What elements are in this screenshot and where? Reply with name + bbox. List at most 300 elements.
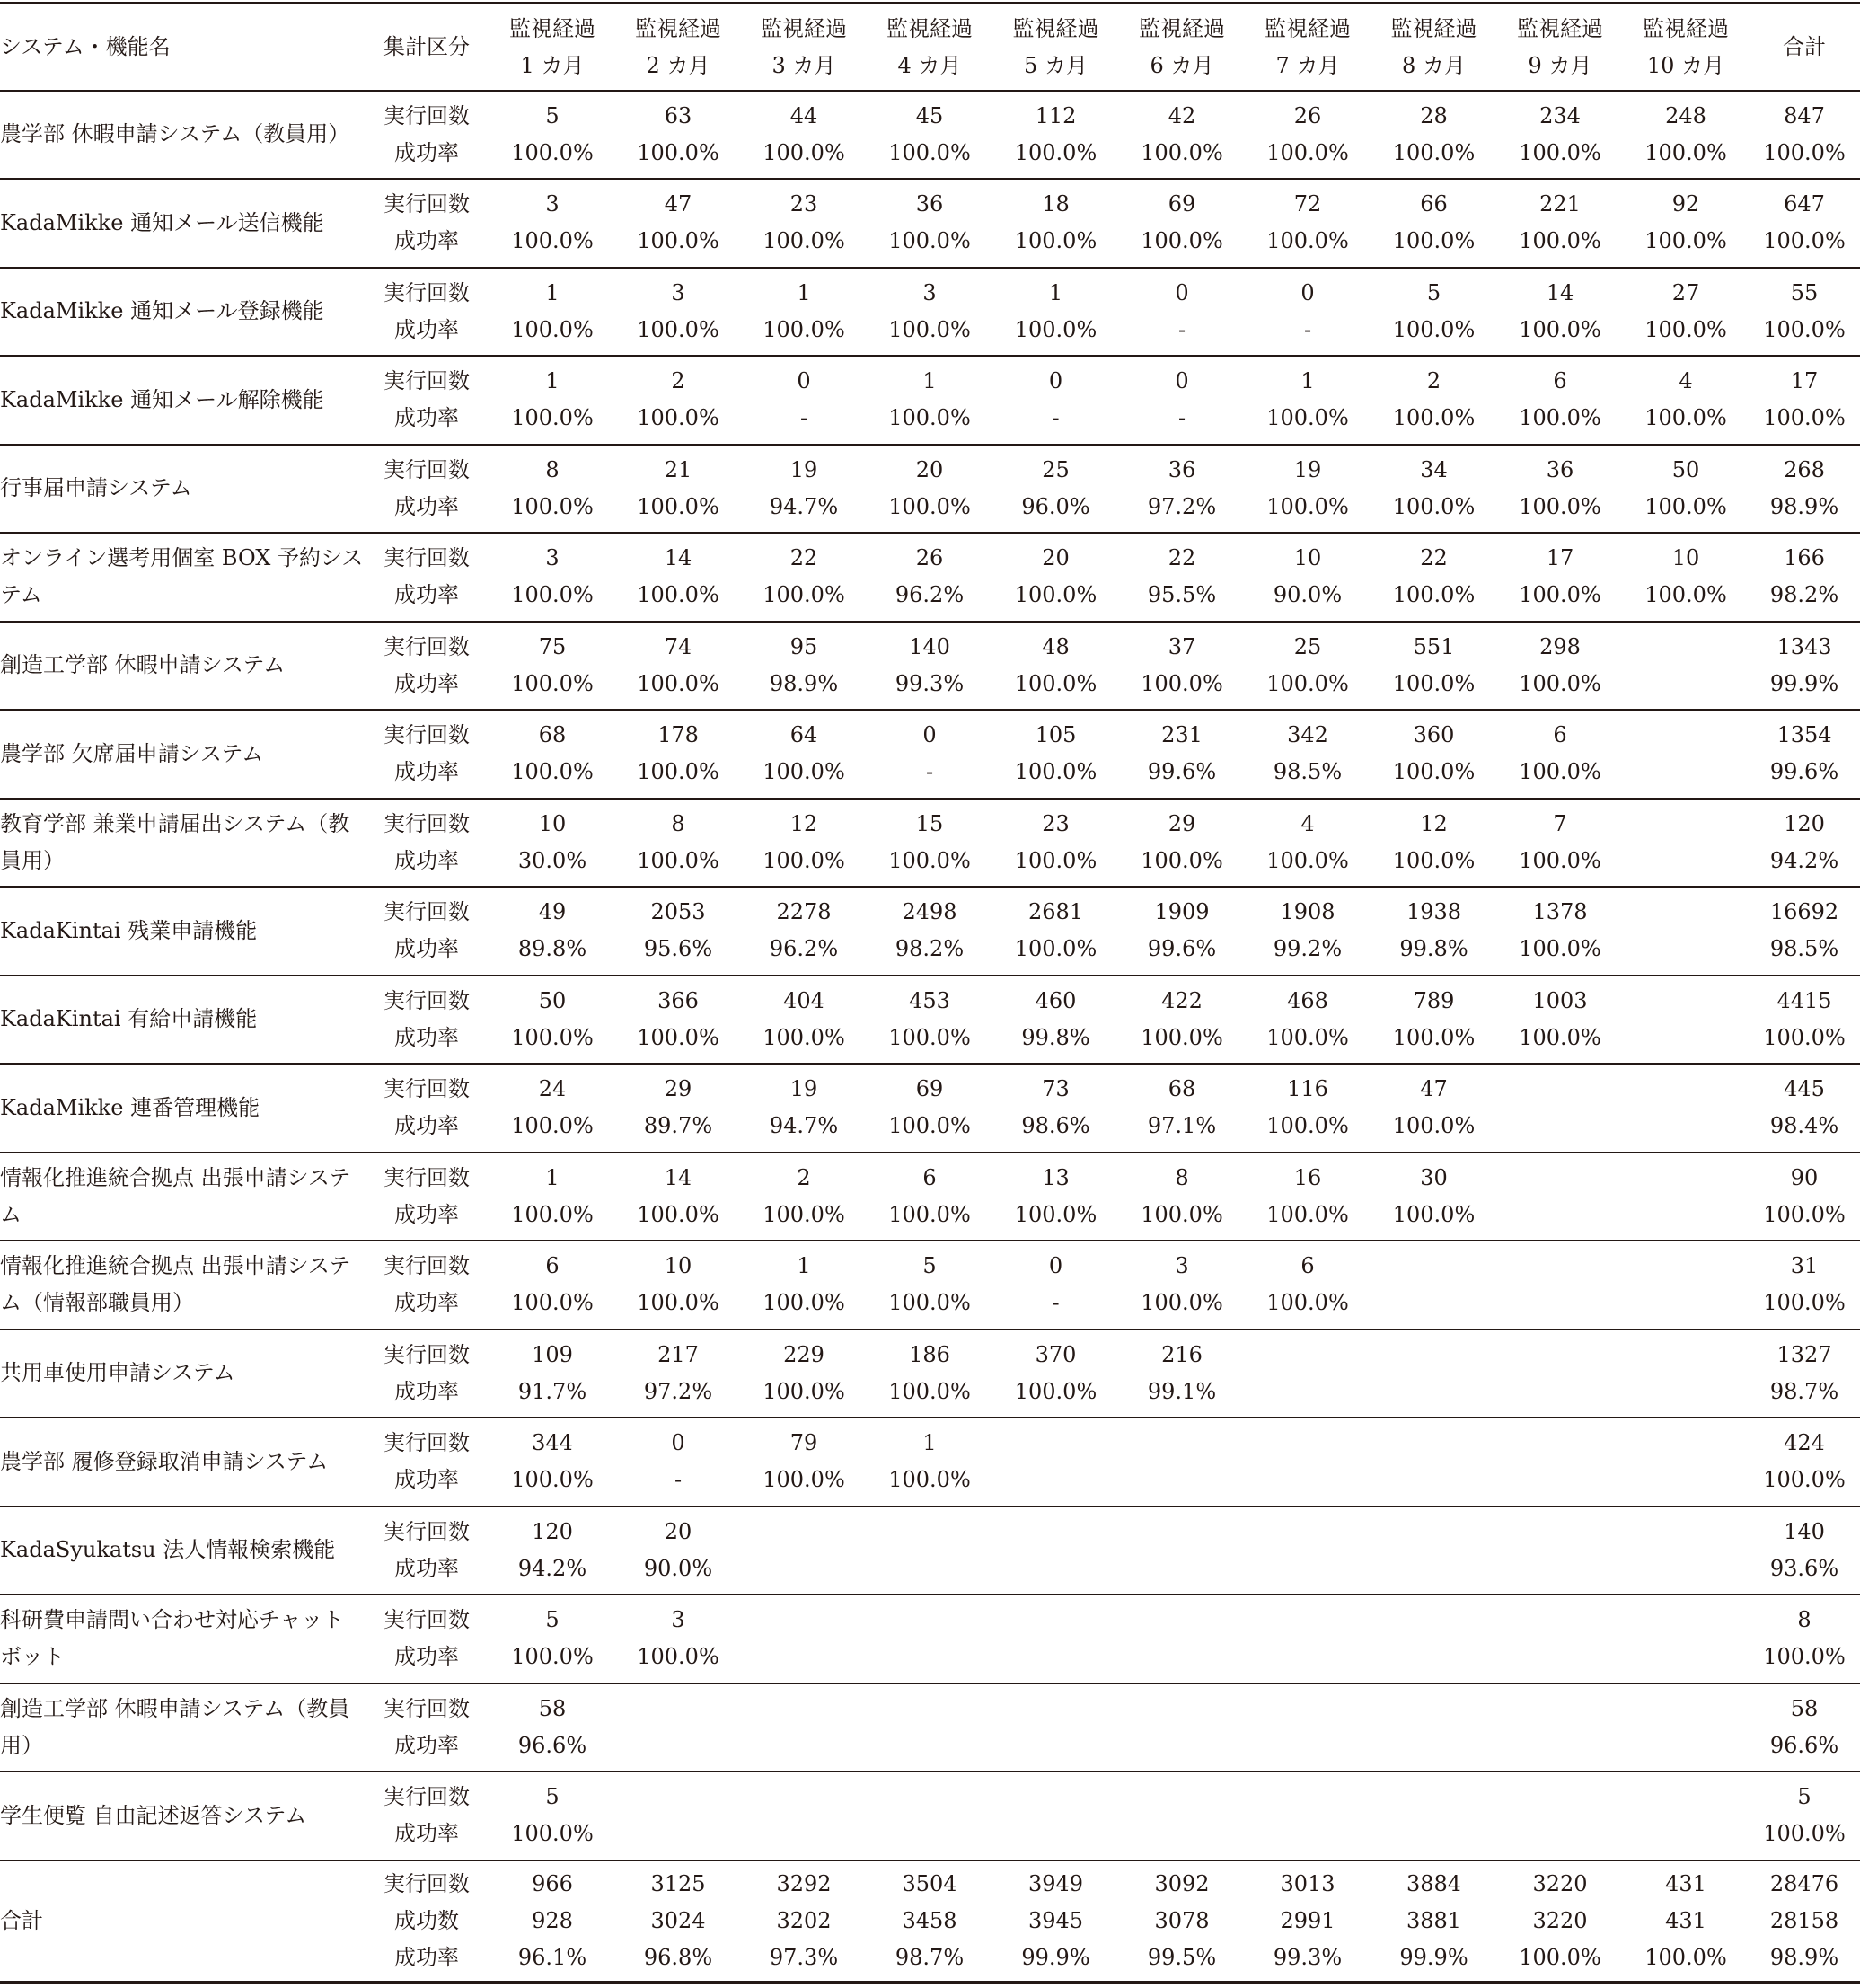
month-cell [615,356,741,445]
month-cell [1245,1241,1371,1330]
month-cell [1623,91,1749,180]
runs-value: 5 [922,1253,937,1279]
month-cell [1497,887,1623,976]
runs-value: 75 [538,633,567,659]
month-cell [615,1064,741,1153]
month-cell [867,91,992,180]
rate-value: 100.0% [763,1024,845,1050]
month-cell [1245,445,1371,534]
rate-value [1623,1462,1749,1498]
rate-value [1623,1816,1749,1852]
rate-value [1623,1374,1749,1410]
runs-value: 1908 [1280,899,1335,925]
month-cell [741,622,867,711]
runs-value: 6 [922,1164,937,1190]
rate-value: - [1052,405,1060,431]
runs-value: 22 [1420,545,1448,571]
rate-value: 100.0% [637,582,719,608]
runs-value: 234 [1539,102,1581,128]
runs-value: 966 [532,1870,573,1896]
runs-value: 27 [1671,279,1700,305]
category-cell [364,91,489,180]
month-cell [489,1330,615,1418]
rate-value: 100.0% [1392,1201,1476,1227]
category-cell [364,1860,489,1983]
runs-value [1497,1248,1623,1285]
rate-value: 100.0% [1266,1024,1349,1050]
month-cell [489,1772,615,1860]
month-cell [615,445,741,534]
runs-value [1371,1514,1497,1551]
month-cell [489,1595,615,1683]
runs-total-value: 1343 [1776,633,1832,659]
runs-value: 789 [1413,987,1455,1013]
runs-value: 7 [1553,810,1567,836]
row-total-cell [1749,1418,1860,1506]
month-cell [867,1683,992,1772]
rate-value: 100.0% [1644,1944,1727,1970]
table-row [0,533,1860,622]
runs-value [867,1514,992,1551]
runs-value [1371,1691,1497,1727]
month-cell [1623,1418,1749,1506]
rate-total-value: 93.6% [1769,1555,1839,1581]
runs-value: 3 [671,279,685,305]
month-cell [1371,533,1497,622]
month-cell [992,533,1119,622]
month-cell [1497,1595,1623,1683]
rate-value: 100.0% [511,139,594,165]
runs-value: 1938 [1406,899,1462,925]
rate-value: 100.0% [763,582,845,608]
month-cell [1245,268,1371,357]
rate-value [1371,1551,1497,1587]
runs-value [1623,1602,1749,1639]
month-cell [615,1506,741,1595]
rate-value [1497,1285,1623,1321]
row-total-cell [1749,445,1860,534]
header-month-label: 監視経過 [1265,16,1351,42]
metric-rate-label: 成功率 [394,493,459,519]
month-cell [1245,887,1371,976]
header-month-period: 6 カ月 [1150,53,1214,79]
month-cell [1119,1418,1245,1506]
header-month-period: 8 カ月 [1402,53,1466,79]
month-cell [1371,356,1497,445]
table-row [0,1153,1860,1241]
rate-value [1371,1462,1497,1498]
rate-value [992,1816,1119,1852]
runs-value [1623,1691,1749,1727]
runs-value: 5 [545,102,560,128]
runs-value: 3 [545,191,560,217]
metric-rate-label: 成功率 [394,670,459,696]
runs-value [1119,1514,1245,1551]
runs-value: 6 [545,1253,560,1279]
system-name: 科研費申請問い合わせ対応チャットボット [0,1607,345,1670]
month-cell [1623,1153,1749,1241]
metric-rate-label: 成功率 [394,405,459,431]
rate-value: 98.2% [895,936,965,962]
rate-value: 96.0% [1021,493,1090,519]
row-total-cell [1749,533,1860,622]
month-cell [992,1418,1119,1506]
rate-value: 100.0% [511,493,594,519]
runs-value [741,1691,867,1727]
month-cell [1245,533,1371,622]
runs-value: 20 [664,1518,692,1544]
runs-value: 360 [1413,722,1455,748]
month-cell [615,976,741,1065]
rate-value: 100.0% [637,1290,719,1316]
month-cell [867,533,992,622]
rate-value: 90.0% [643,1555,713,1581]
rate-value [1497,1639,1623,1675]
month-cell [992,1241,1119,1330]
runs-total-value: 17 [1790,368,1819,394]
month-cell [992,179,1119,268]
category-cell [364,1683,489,1772]
category-cell [364,1153,489,1241]
month-cell [615,1860,741,1983]
runs-value [1623,1071,1749,1108]
rate-value: 95.6% [643,936,713,962]
rate-value: 100.0% [1519,316,1601,342]
month-cell [741,1153,867,1241]
month-cell [1623,1064,1749,1153]
rate-total-value: 100.0% [1763,1201,1846,1227]
month-cell [1623,622,1749,711]
month-cell [1371,1860,1497,1983]
rate-value [1623,1108,1749,1144]
rate-value: 100.0% [1392,228,1476,254]
success-value: 3945 [1027,1907,1084,1933]
rate-value: 100.0% [1014,1201,1097,1227]
rate-value: 100.0% [888,228,971,254]
metric-runs-label: 実行回数 [383,279,470,305]
rate-value [1371,1727,1497,1764]
month-cell [615,1330,741,1418]
system-name: KadaMikke 通知メール送信機能 [0,209,324,235]
runs-value: 3 [1175,1253,1189,1279]
header-month-period: 4 カ月 [897,53,962,79]
rate-value [1245,1816,1371,1852]
rate-value: 100.0% [1519,139,1601,165]
month-cell [867,179,992,268]
runs-value: 342 [1287,722,1328,748]
runs-value: 2278 [776,899,832,925]
header-month-label: 監視経過 [1139,16,1225,42]
runs-total-value: 140 [1784,1518,1825,1544]
metric-runs-label: 実行回数 [383,368,470,394]
row-total-cell [1749,1153,1860,1241]
rate-value: 96.8% [643,1944,713,1970]
rate-value [1497,1108,1623,1144]
rate-total-value: 98.2% [1769,582,1839,608]
runs-value [1623,1337,1749,1374]
row-total-cell [1749,179,1860,268]
rate-value: 100.0% [1266,405,1349,431]
runs-value: 3220 [1532,1870,1588,1896]
rate-value: 100.0% [637,1024,719,1050]
rate-total-value: 99.6% [1769,759,1839,785]
grand-total-row [0,1860,1860,1983]
runs-value: 25 [1042,456,1070,482]
runs-value: 10 [538,810,567,836]
rate-value: 100.0% [1141,228,1223,254]
row-total-cell [1749,1772,1860,1860]
month-cell [1119,976,1245,1065]
rate-value: - [925,759,934,785]
header-total: 合計 [1783,34,1826,60]
rate-value: 100.0% [637,1644,719,1670]
table-row [0,268,1860,357]
runs-value: 66 [1420,191,1448,217]
runs-value: 64 [789,722,818,748]
rate-value [1371,1816,1497,1852]
header-month-period: 2 カ月 [646,53,710,79]
runs-value: 45 [915,102,944,128]
runs-value: 422 [1161,987,1203,1013]
runs-value [1623,1425,1749,1462]
month-cell [867,1506,992,1595]
rate-total-value: 99.9% [1769,670,1839,696]
month-cell [741,356,867,445]
runs-value: 3884 [1406,1870,1462,1896]
success-value: 3458 [902,1907,957,1933]
rate-value [1623,843,1749,879]
rate-value [615,1727,741,1764]
runs-value: 10 [1293,545,1322,571]
rate-value [1371,1639,1497,1675]
rate-value: 100.0% [1141,139,1223,165]
rate-value: 100.0% [511,1201,594,1227]
runs-value [1623,1160,1749,1197]
runs-value [1497,1337,1623,1374]
rate-value [615,1816,741,1852]
runs-value: 15 [915,810,944,836]
month-cell [1119,1860,1245,1983]
month-cell [1623,1595,1749,1683]
header-month-9 [1497,4,1623,91]
month-cell [1623,179,1749,268]
metric-rate-label: 成功率 [394,582,459,608]
success-value: 3220 [1532,1907,1588,1933]
metric-runs-label: 実行回数 [383,1870,470,1896]
runs-value: 120 [532,1518,573,1544]
header-month-7 [1245,4,1371,91]
month-cell [1371,1153,1497,1241]
runs-total-value: 424 [1784,1430,1825,1456]
month-cell [1245,1683,1371,1772]
row-total-cell [1749,1330,1860,1418]
runs-value: 30 [1420,1164,1448,1190]
month-cell [741,1772,867,1860]
runs-value: 298 [1539,633,1581,659]
month-cell [1371,1241,1497,1330]
runs-value [1245,1337,1371,1374]
runs-value: 4 [1300,810,1315,836]
runs-value: 26 [915,545,944,571]
header-month-1 [489,4,615,91]
rate-value [741,1639,867,1675]
runs-value: 8 [545,456,560,482]
runs-value [992,1602,1119,1639]
runs-value: 370 [1035,1341,1077,1367]
runs-value: 22 [789,545,818,571]
runs-value: 217 [657,1341,699,1367]
month-cell [1623,976,1749,1065]
row-total-cell [1749,268,1860,357]
rate-value: 100.0% [1014,936,1097,962]
month-cell [741,710,867,799]
runs-value [867,1779,992,1816]
category-cell [364,179,489,268]
runs-value: 3 [671,1607,685,1633]
month-cell [1119,179,1245,268]
rate-value [1623,1727,1749,1764]
runs-value: 5 [1426,279,1441,305]
month-cell [1623,799,1749,888]
runs-total-value: 1354 [1776,722,1832,748]
runs-total-value: 120 [1784,810,1825,836]
month-cell [615,91,741,180]
month-cell [1497,1860,1623,1983]
runs-total-value: 55 [1790,279,1819,305]
month-cell [992,887,1119,976]
rate-value: 30.0% [517,847,587,873]
month-cell [1245,799,1371,888]
success-value: 3078 [1154,1907,1210,1933]
rate-value: 100.0% [763,316,845,342]
month-cell [615,887,741,976]
rate-value: - [799,405,808,431]
rate-value: 99.6% [1147,759,1217,785]
month-cell [615,1772,741,1860]
rate-value [1245,1727,1371,1764]
metric-runs-label: 実行回数 [383,1164,470,1190]
month-cell [992,622,1119,711]
runs-value: 19 [789,456,818,482]
rate-value: 100.0% [511,1644,594,1670]
rate-value: - [1303,316,1312,342]
runs-total-value: 8 [1797,1607,1812,1633]
runs-value [1497,1071,1623,1108]
runs-value [1119,1602,1245,1639]
header-month-label: 監視経過 [635,16,721,42]
runs-value: 19 [1293,456,1322,482]
runs-value: 0 [797,368,811,394]
runs-value [1623,1514,1749,1551]
month-cell [867,1860,992,1983]
runs-total-value: 647 [1784,191,1825,217]
row-total-cell [1749,356,1860,445]
runs-value: 112 [1035,102,1077,128]
month-cell [1245,1506,1371,1595]
table-header [0,4,1860,91]
runs-value: 0 [922,722,937,748]
table-row [0,710,1860,799]
runs-value: 3504 [902,1870,957,1896]
month-cell [1245,1064,1371,1153]
category-cell [364,1064,489,1153]
month-cell [992,1683,1119,1772]
rate-value: 99.3% [895,670,965,696]
rate-value: 99.9% [1399,1944,1468,1970]
month-cell [867,445,992,534]
category-cell [364,622,489,711]
month-cell [489,91,615,180]
runs-value: 1 [1048,279,1063,305]
runs-value [1245,1779,1371,1816]
month-cell [1623,1330,1749,1418]
system-name: 農学部 休暇申請システム（教員用） [0,121,350,147]
runs-total-value: 4415 [1776,987,1832,1013]
rate-total-value: 100.0% [1763,228,1846,254]
month-cell [1497,710,1623,799]
system-name: 農学部 履修登録取消申請システム [0,1448,329,1474]
category-cell [364,1330,489,1418]
rate-total-value: 100.0% [1763,1024,1846,1050]
month-cell [489,1860,615,1983]
runs-value: 95 [789,633,818,659]
month-cell [1119,1683,1245,1772]
rate-value [1623,1639,1749,1675]
rate-value [1497,1551,1623,1587]
runs-value: 18 [1042,191,1070,217]
rate-value: 100.0% [637,847,719,873]
runs-value: 216 [1161,1341,1203,1367]
month-cell [1497,445,1623,534]
rate-value: 100.0% [511,1113,594,1139]
rate-value: 100.0% [1519,759,1601,785]
header-month-period: 3 カ月 [771,53,836,79]
rate-value [1119,1639,1245,1675]
month-cell [489,445,615,534]
month-cell [741,1860,867,1983]
rate-value: 100.0% [637,228,719,254]
runs-value [867,1602,992,1639]
runs-value: 3 [545,545,560,571]
runs-value: 404 [783,987,824,1013]
month-cell [741,445,867,534]
rate-value: 100.0% [1392,405,1476,431]
month-cell [1497,179,1623,268]
month-cell [489,1683,615,1772]
runs-value: 48 [1042,633,1070,659]
rate-value [1245,1639,1371,1675]
month-cell [1119,533,1245,622]
month-cell [1371,1772,1497,1860]
runs-value: 1003 [1532,987,1588,1013]
rate-value: 100.0% [1014,316,1097,342]
runs-value [1623,1248,1749,1285]
metric-runs-label: 実行回数 [383,1430,470,1456]
month-cell [1119,268,1245,357]
rate-value: - [1177,316,1186,342]
month-cell [867,799,992,888]
rate-value: 100.0% [1392,582,1476,608]
rate-value: 100.0% [1014,1378,1097,1404]
month-cell [615,179,741,268]
month-cell [867,1153,992,1241]
rate-value: 100.0% [1519,1944,1601,1970]
runs-value: 2681 [1027,899,1084,925]
month-cell [1245,1153,1371,1241]
runs-value: 460 [1035,987,1077,1013]
runs-value: 12 [1420,810,1448,836]
month-cell [867,710,992,799]
